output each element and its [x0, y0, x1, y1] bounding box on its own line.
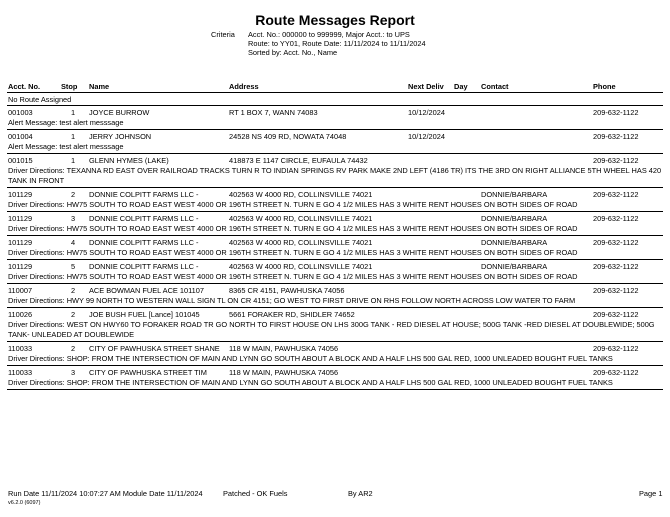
record-address: 8365 CR 4151, PAWHUSKA 74056	[229, 286, 345, 295]
record-divider	[7, 365, 663, 366]
record-note: Driver Directions: HW75 SOUTH TO ROAD EAST WEST 4000 OR 196TH STREET N. TURN E GO 4 1/2 MILES HAS 3 WHITE RENT HOUSES ON BOTH SIDES OF ROAD	[8, 272, 578, 281]
record-name: JOYCE BURROW	[89, 108, 150, 117]
record-acct: 110007	[8, 286, 33, 295]
report-footer	[0, 489, 670, 499]
record-row	[0, 108, 670, 118]
record-next-deliv: 10/12/2024	[408, 108, 445, 117]
record-name: DONNIE COLPITT FARMS LLC -	[89, 190, 199, 199]
record-divider	[7, 307, 663, 308]
record-address: 402563 W 4000 RD, COLLINSVILLE 74021	[229, 190, 373, 199]
record-acct: 101129	[8, 262, 33, 271]
record-address: 402563 W 4000 RD, COLLINSVILLE 74021	[229, 262, 373, 271]
record-note: Alert Message: test alert messsage	[8, 118, 124, 127]
column-header-contact: Contact	[481, 82, 509, 91]
record-name: CITY OF PAWHUSKA STREET TIM	[89, 368, 207, 377]
record-row	[0, 238, 670, 248]
record-acct: 110026	[8, 310, 33, 319]
record-name: DONNIE COLPITT FARMS LLC -	[89, 238, 199, 247]
record-stop: 1	[71, 132, 76, 141]
record-divider	[7, 235, 663, 236]
record-name: DONNIE COLPITT FARMS LLC -	[89, 262, 199, 271]
record-phone: 209-632-1122	[593, 214, 639, 223]
record-address: 402563 W 4000 RD, COLLINSVILLE 74021	[229, 238, 373, 247]
record-stop: 3	[71, 214, 76, 223]
record-name: ACE BOWMAN FUEL ACE 101107	[89, 286, 205, 295]
record-divider	[7, 283, 663, 284]
record-acct: 101129	[8, 238, 33, 247]
record-name: GLENN HYMES (LAKE)	[89, 156, 169, 165]
record-name: JERRY JOHNSON	[89, 132, 152, 141]
record-phone: 209-632-1122	[593, 344, 639, 353]
criteria-line: Route: to YY01, Route Date: 11/11/2024 to 11/11/2024	[248, 39, 426, 48]
footer-by: By AR2	[348, 489, 373, 498]
record-stop: 3	[71, 368, 76, 377]
record-row	[0, 262, 670, 272]
record-stop: 4	[71, 238, 76, 247]
column-header-phone: Phone	[593, 82, 616, 91]
record-phone: 209-632-1122	[593, 368, 639, 377]
record-contact: DONNIE/BARBARA	[481, 190, 548, 199]
record-address: RT 1 BOX 7, WANN 74083	[229, 108, 318, 117]
record-row	[0, 156, 670, 166]
record-name: CITY OF PAWHUSKA STREET SHANE	[89, 344, 220, 353]
report-title: Route Messages Report	[255, 12, 415, 28]
record-note: Driver Directions: TEXANNA RD EAST OVER RAILROAD TRACKS TURN R TO INDIAN SPRINGS RV PARK MAKE 2ND LEFT (4186 TR) ITS THE 3RD ON RIGHT ALLIANCE 5TH WHEEL HAS 420 TANK IN FRONT	[8, 166, 662, 185]
record-divider	[7, 211, 663, 212]
footer-version: v6.2.0 (6097)	[8, 500, 41, 506]
footer-run-date: Run Date 11/11/2024 10:07:27 AM Module Date 11/11/2024	[8, 489, 203, 498]
record-row	[0, 286, 670, 296]
record-phone: 209-632-1122	[593, 310, 639, 319]
record-divider	[7, 129, 663, 130]
record-acct: 001004	[8, 132, 33, 141]
header-rule	[7, 92, 663, 93]
record-divider	[7, 153, 663, 154]
record-divider	[7, 389, 663, 390]
record-address: 24528 NS 409 RD, NOWATA 74048	[229, 132, 347, 141]
column-header-day: Day	[454, 82, 468, 91]
record-acct: 101129	[8, 214, 33, 223]
record-divider	[7, 187, 663, 188]
record-acct: 001015	[8, 156, 33, 165]
record-stop: 2	[71, 190, 76, 199]
record-phone: 209-632-1122	[593, 238, 639, 247]
record-row	[0, 132, 670, 142]
record-contact: DONNIE/BARBARA	[481, 214, 548, 223]
record-phone: 209-632-1122	[593, 190, 639, 199]
record-stop: 2	[71, 286, 76, 295]
column-header-stop: Stop	[61, 82, 78, 91]
record-row	[0, 310, 670, 320]
record-row	[0, 344, 670, 354]
footer-page: Page 1	[639, 489, 663, 498]
record-address: 402563 W 4000 RD, COLLINSVILLE 74021	[229, 214, 373, 223]
record-contact: DONNIE/BARBARA	[481, 238, 548, 247]
record-name: DONNIE COLPITT FARMS LLC -	[89, 214, 199, 223]
record-phone: 209-632-1122	[593, 262, 639, 271]
footer-company: Patched - OK Fuels	[223, 489, 288, 498]
section-rule	[7, 105, 663, 106]
record-note: Driver Directions: SHOP: FROM THE INTERSECTION OF MAIN AND LYNN GO SOUTH ABOUT A BLOCK AND A HALF LHS 500 GAL RED, 1000 UNLEADED BOUGHT FUEL TANKS	[8, 354, 613, 363]
record-name: JOE BUSH FUEL [Lance] 101045	[89, 310, 200, 319]
record-note: Driver Directions: SHOP: FROM THE INTERSECTION OF MAIN AND LYNN GO SOUTH ABOUT A BLOCK AND A HALF LHS 500 GAL RED, 1000 UNLEADED BOUGHT FUEL TANKS	[8, 378, 613, 387]
criteria-block	[248, 30, 426, 57]
record-acct: 101129	[8, 190, 33, 199]
record-phone: 209-632-1122	[593, 108, 639, 117]
record-address: 5661 FORAKER RD, SHIDLER 74652	[229, 310, 355, 319]
record-note: Alert Message: test alert messsage	[8, 142, 124, 151]
record-stop: 1	[71, 108, 76, 117]
column-header-next-deliv: Next Deliv	[408, 82, 444, 91]
record-note: Driver Directions: HW75 SOUTH TO ROAD EAST WEST 4000 OR 196TH STREET N. TURN E GO 4 1/2 MILES HAS 3 WHITE RENT HOUSES ON BOTH SIDES OF ROAD	[8, 200, 578, 209]
record-next-deliv: 10/12/2024	[408, 132, 445, 141]
column-header-acct: Acct. No.	[8, 82, 41, 91]
record-note: Driver Directions: WEST ON HWY60 TO FORAKER ROAD TR GO NORTH TO FIRST HOUSE ON LHS 300G TANK - RED DIESEL AT HOUSE; 500G TANK -RED DIESEL AT DOUBLEWIDE; 500G TANK- UNLEADED AT DOUBLEWIDE	[8, 320, 655, 339]
record-phone: 209-632-1122	[593, 132, 639, 141]
record-stop: 1	[71, 156, 76, 165]
column-header-address: Address	[229, 82, 259, 91]
record-contact: DONNIE/BARBARA	[481, 262, 548, 271]
no-route-label: No Route Assigned	[8, 95, 72, 104]
record-acct: 110033	[8, 344, 33, 353]
record-stop: 2	[71, 310, 76, 319]
record-phone: 209-632-1122	[593, 286, 639, 295]
record-note: Driver Directions: HW75 SOUTH TO ROAD EAST WEST 4000 OR 196TH STREET N. TURN E GO 4 1/2 MILES HAS 3 WHITE RENT HOUSES ON BOTH SIDES OF ROAD	[8, 224, 578, 233]
record-phone: 209-632-1122	[593, 156, 639, 165]
record-note: Driver Directions: HW75 SOUTH TO ROAD EAST WEST 4000 OR 196TH STREET N. TURN E GO 4 1/2 MILES HAS 3 WHITE RENT HOUSES ON BOTH SIDES OF ROAD	[8, 248, 578, 257]
record-divider	[7, 259, 663, 260]
record-stop: 5	[71, 262, 76, 271]
record-acct: 001003	[8, 108, 33, 117]
column-header-row	[0, 82, 670, 92]
record-divider	[7, 341, 663, 342]
record-address: 418873 E 1147 CIRCLE, EUFAULA 74432	[229, 156, 368, 165]
record-row	[0, 368, 670, 378]
record-address: 118 W MAIN, PAWHUSKA 74056	[229, 344, 339, 353]
criteria-label: Criteria	[211, 30, 235, 39]
column-header-name: Name	[89, 82, 110, 91]
criteria-line: Acct. No.: 000000 to 999999, Major Acct.: to UPS	[248, 30, 410, 39]
record-note: Driver Directions: HWY 99 NORTH TO WESTERN WALL SIGN TL ON CR 4151; GO WEST TO FIRST DRIVE ON RHS FOLLOW NORTH ACROSS LOW WATER TO FARM	[8, 296, 576, 305]
record-acct: 110033	[8, 368, 33, 377]
record-row	[0, 214, 670, 224]
record-address: 118 W MAIN, PAWHUSKA 74056	[229, 368, 339, 377]
record-stop: 2	[71, 344, 76, 353]
criteria-line: Sorted by: Acct. No., Name	[248, 48, 338, 57]
record-row	[0, 190, 670, 200]
